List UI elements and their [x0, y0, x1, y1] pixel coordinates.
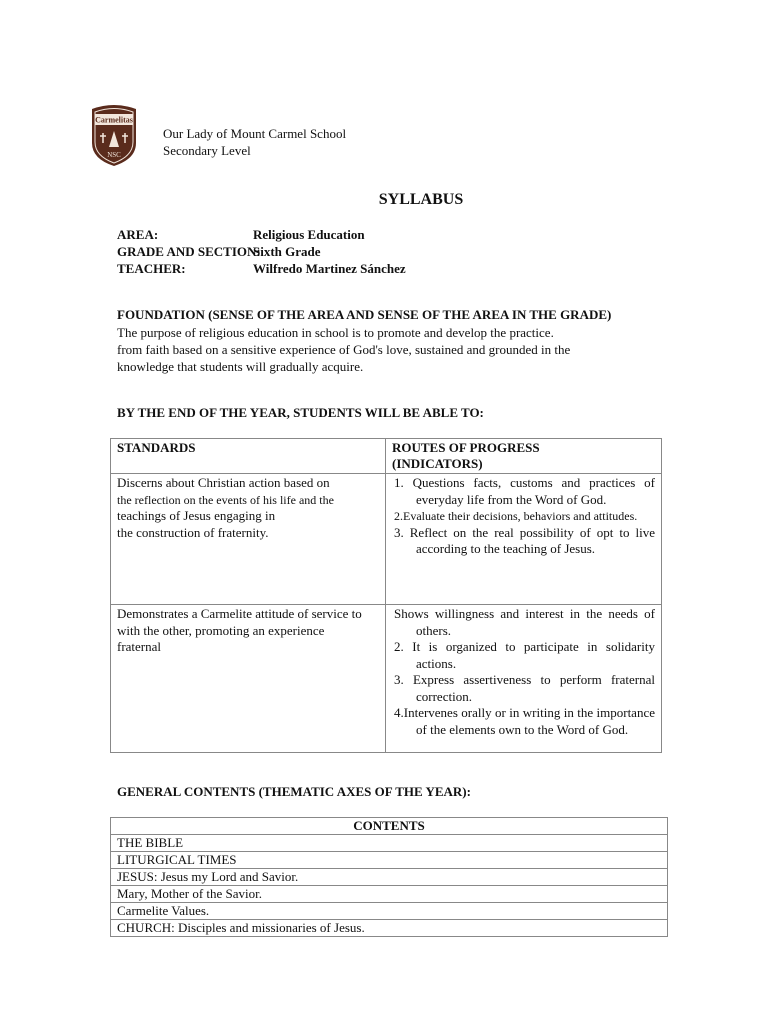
- indicator-item: Shows willingness and interest in the needs of others.: [394, 606, 655, 638]
- indicator-item: 3. Express assertiveness to perform fraternal correction.: [394, 672, 655, 704]
- standard-line: the reflection on the events of his life and the: [117, 492, 334, 507]
- logo-text: Carmelitas: [95, 115, 133, 125]
- standards-header-row: [111, 439, 662, 474]
- page-title: SYLLABUS: [378, 191, 464, 208]
- foundation-line: The purpose of religious education in school is to promote and develop the practice.: [117, 325, 554, 340]
- routes-header: [386, 439, 662, 474]
- info-value: Religious Education: [253, 227, 365, 242]
- contents-cell: Mary, Mother of the Savior.: [111, 886, 668, 903]
- indicators-cell: [386, 474, 662, 605]
- indicator-item: 3. Reflect on the real possibility of opt to live according to the teaching of Jesus.: [394, 524, 655, 556]
- table-row: [111, 920, 668, 937]
- contents-header: CONTENTS: [111, 818, 668, 835]
- table-row: [111, 835, 668, 852]
- table-row: [111, 903, 668, 920]
- foundation-text: [117, 324, 637, 375]
- standard-cell: [111, 605, 386, 753]
- info-value: Sixth Grade: [253, 244, 321, 259]
- general-contents-heading: GENERAL CONTENTS (THEMATIC AXES OF THE YEAR):: [117, 784, 471, 799]
- school-name: Our Lady of Mount Carmel School: [163, 126, 347, 141]
- indicator-item: 2.Evaluate their decisions, behaviors and attitudes.: [394, 509, 638, 523]
- logo-initials: NSC: [107, 151, 121, 159]
- info-value: Wilfredo Martinez Sánchez: [253, 261, 406, 276]
- foundation-heading: FOUNDATION (SENSE OF THE AREA AND SENSE OF THE AREA IN THE GRADE): [117, 307, 612, 322]
- standards-table: [110, 438, 662, 753]
- table-row: [111, 852, 668, 869]
- standard-line: Discerns about Christian action based on: [117, 475, 330, 490]
- routes-header-line: ROUTES OF PROGRESS: [392, 440, 540, 455]
- indicator-item: 1. Questions facts, customs and practices of everyday life from the Word of God.: [394, 475, 655, 507]
- standard-line: with the other, promoting an experience: [117, 622, 325, 638]
- info-label: AREA:: [117, 227, 159, 242]
- indicator-item: 2. It is organized to participate in solidarity actions.: [394, 639, 655, 671]
- indicator-item: 4.Intervenes orally or in writing in the importance of the elements own to the Word of God.: [394, 705, 655, 737]
- contents-cell: Carmelite Values.: [111, 903, 668, 920]
- standard-line: Demonstrates a Carmelite attitude of service to: [117, 606, 362, 621]
- end-of-year-heading: BY THE END OF THE YEAR, STUDENTS WILL BE ABLE TO:: [117, 405, 484, 420]
- table-row: [111, 474, 662, 605]
- info-label: GRADE AND SECTION:: [117, 244, 261, 259]
- standard-cell: [111, 474, 386, 605]
- info-label: TEACHER:: [117, 261, 186, 276]
- standard-line: the construction of fraternity.: [117, 524, 269, 540]
- contents-cell: THE BIBLE: [111, 835, 668, 852]
- standard-line: fraternal: [117, 639, 162, 654]
- foundation-line: knowledge that students will gradually acquire.: [117, 359, 364, 374]
- foundation-line: from faith based on a sensitive experience of God's love, sustained and grounded in the: [117, 342, 571, 357]
- table-row: [111, 886, 668, 903]
- standards-header: STANDARDS: [111, 439, 386, 474]
- contents-table: [110, 817, 668, 937]
- school-crest-logo: [89, 103, 139, 167]
- school-level: Secondary Level: [163, 143, 251, 158]
- contents-cell: CHURCH: Disciples and missionaries of Jesus.: [111, 920, 668, 937]
- table-row: [111, 869, 668, 886]
- contents-header-row: [111, 818, 668, 835]
- contents-cell: LITURGICAL TIMES: [111, 852, 668, 869]
- standard-line: teachings of Jesus engaging in: [117, 508, 276, 523]
- routes-header-line: (INDICATORS): [392, 456, 483, 471]
- school-header: [163, 125, 346, 159]
- table-row: [111, 605, 662, 753]
- indicators-cell: [386, 605, 662, 753]
- contents-cell: JESUS: Jesus my Lord and Savior.: [111, 869, 668, 886]
